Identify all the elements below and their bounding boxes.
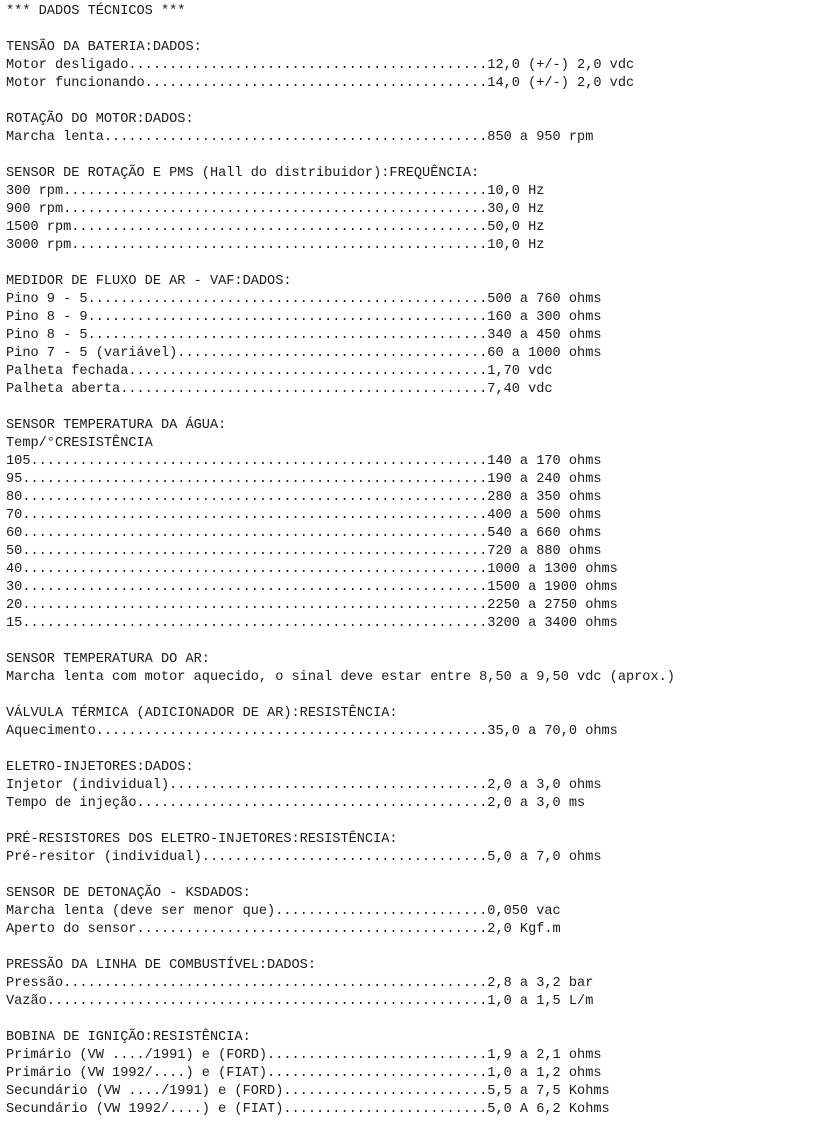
spec-line: Primário (VW ..../1991) e (FORD)...........................1,9 a 2,1 ohms (6, 1048, 602, 1063)
section-heading: PRESSÃO DA LINHA DE COMBUSTÍVEL:DADOS: (6, 958, 316, 973)
spec-line: 900 rpm....................................................30,0 Hz (6, 202, 545, 217)
spec-line: 50.........................................................720 a 880 ohms (6, 544, 602, 559)
section-heading: PRÉ-RESISTORES DOS ELETRO-INJETORES:RESISTÊNCIA: (6, 832, 398, 847)
spec-section (6, 399, 821, 633)
section-spacer (6, 93, 821, 111)
spec-line: 60.........................................................540 a 660 ohms (6, 526, 602, 541)
spec-line: Marcha lenta (deve ser menor que)..........................0,050 vac (6, 904, 561, 919)
section-spacer (6, 147, 821, 165)
section-heading: BOBINA DE IGNIÇÃO:RESISTÊNCIA: (6, 1030, 251, 1045)
spec-section (6, 939, 821, 1011)
section-heading: VÁLVULA TÉRMICA (ADICIONADOR DE AR):RESISTÊNCIA: (6, 706, 398, 721)
spec-line: Pino 8 - 5.................................................340 a 450 ohms (6, 328, 602, 343)
spec-section (6, 633, 821, 687)
section-heading: SENSOR TEMPERATURA DO AR: (6, 652, 210, 667)
spec-line: Motor desligado............................................12,0 (+/-) 2,0 vdc (6, 58, 635, 73)
spec-line: 20.........................................................2250 a 2750 ohms (6, 598, 618, 613)
sections-container (6, 21, 821, 1119)
section-heading: SENSOR TEMPERATURA DA ÁGUA: (6, 418, 227, 433)
section-heading: TENSÃO DA BATERIA:DADOS: (6, 40, 202, 55)
section-spacer (6, 255, 821, 273)
spec-line: Secundário (VW 1992/....) e (FIAT).........................5,0 A 6,2 Kohms (6, 1102, 610, 1117)
spec-line: 70.........................................................400 a 500 ohms (6, 508, 602, 523)
spec-line: 30.........................................................1500 a 1900 ohms (6, 580, 618, 595)
section-spacer (6, 741, 821, 759)
document-title: *** DADOS TÉCNICOS *** (6, 4, 186, 19)
section-heading: ELETRO-INJETORES:DADOS: (6, 760, 194, 775)
spec-line: 105........................................................140 a 170 ohms (6, 454, 602, 469)
spec-line: Marcha lenta...............................................850 a 950 rpm (6, 130, 594, 145)
spec-section (6, 687, 821, 741)
spec-line: Aquecimento................................................35,0 a 70,0 ohms (6, 724, 618, 739)
spec-line: Pressão....................................................2,8 a 3,2 bar (6, 976, 594, 991)
spec-line: Aperto do sensor...........................................2,0 Kgf.m (6, 922, 561, 937)
spec-line: Pino 7 - 5 (variável)......................................60 a 1000 ohms (6, 346, 602, 361)
spec-line: Tempo de injeção...........................................2,0 a 3,0 ms (6, 796, 586, 811)
spec-line: Secundário (VW ..../1991) e (FORD).........................5,5 a 7,5 Kohms (6, 1084, 610, 1099)
spec-line: Pré-resitor (individual)...................................5,0 a 7,0 ohms (6, 850, 602, 865)
spec-section (6, 147, 821, 255)
spec-section (6, 867, 821, 939)
section-heading: MEDIDOR DE FLUXO DE AR - VAF:DADOS: (6, 274, 292, 289)
spec-line: Pino 9 - 5.................................................500 a 760 ohms (6, 292, 602, 307)
spec-line: 95.........................................................190 a 240 ohms (6, 472, 602, 487)
spec-line: Palheta aberta.............................................7,40 vdc (6, 382, 553, 397)
spec-line: 15.........................................................3200 a 3400 ohms (6, 616, 618, 631)
section-spacer (6, 939, 821, 957)
spec-line: Temp/°CRESISTÊNCIA (6, 436, 153, 451)
section-heading: ROTAÇÃO DO MOTOR:DADOS: (6, 112, 194, 127)
spec-line: 300 rpm....................................................10,0 Hz (6, 184, 545, 199)
section-spacer (6, 867, 821, 885)
section-heading: SENSOR DE DETONAÇÃO - KSDADOS: (6, 886, 251, 901)
spec-line: 1500 rpm...................................................50,0 Hz (6, 220, 545, 235)
section-spacer (6, 399, 821, 417)
spec-line: Motor funcionando..........................................14,0 (+/-) 2,0 vdc (6, 76, 635, 91)
spec-line: Pino 8 - 9.................................................160 a 300 ohms (6, 310, 602, 325)
section-spacer (6, 1011, 821, 1029)
spec-section (6, 1011, 821, 1119)
section-spacer (6, 633, 821, 651)
spec-section (6, 741, 821, 813)
section-spacer (6, 687, 821, 705)
section-heading: SENSOR DE ROTAÇÃO E PMS (Hall do distribuidor):FREQUÊNCIA: (6, 166, 480, 181)
spec-line: Marcha lenta com motor aquecido, o sinal deve estar entre 8,50 a 9,50 vdc (aprox.) (6, 670, 675, 685)
spec-section (6, 255, 821, 399)
spec-line: Palheta fechada............................................1,70 vdc (6, 364, 553, 379)
spec-section (6, 21, 821, 93)
spec-section (6, 93, 821, 147)
spec-line: Injetor (individual).......................................2,0 a 3,0 ohms (6, 778, 602, 793)
spec-line: Vazão......................................................1,0 a 1,5 L/m (6, 994, 594, 1009)
section-spacer (6, 21, 821, 39)
spec-line: 3000 rpm...................................................10,0 Hz (6, 238, 545, 253)
spec-section (6, 813, 821, 867)
spec-line: 80.........................................................280 a 350 ohms (6, 490, 602, 505)
spec-line: 40.........................................................1000 a 1300 ohms (6, 562, 618, 577)
section-spacer (6, 813, 821, 831)
spec-line: Primário (VW 1992/....) e (FIAT)...........................1,0 a 1,2 ohms (6, 1066, 602, 1081)
